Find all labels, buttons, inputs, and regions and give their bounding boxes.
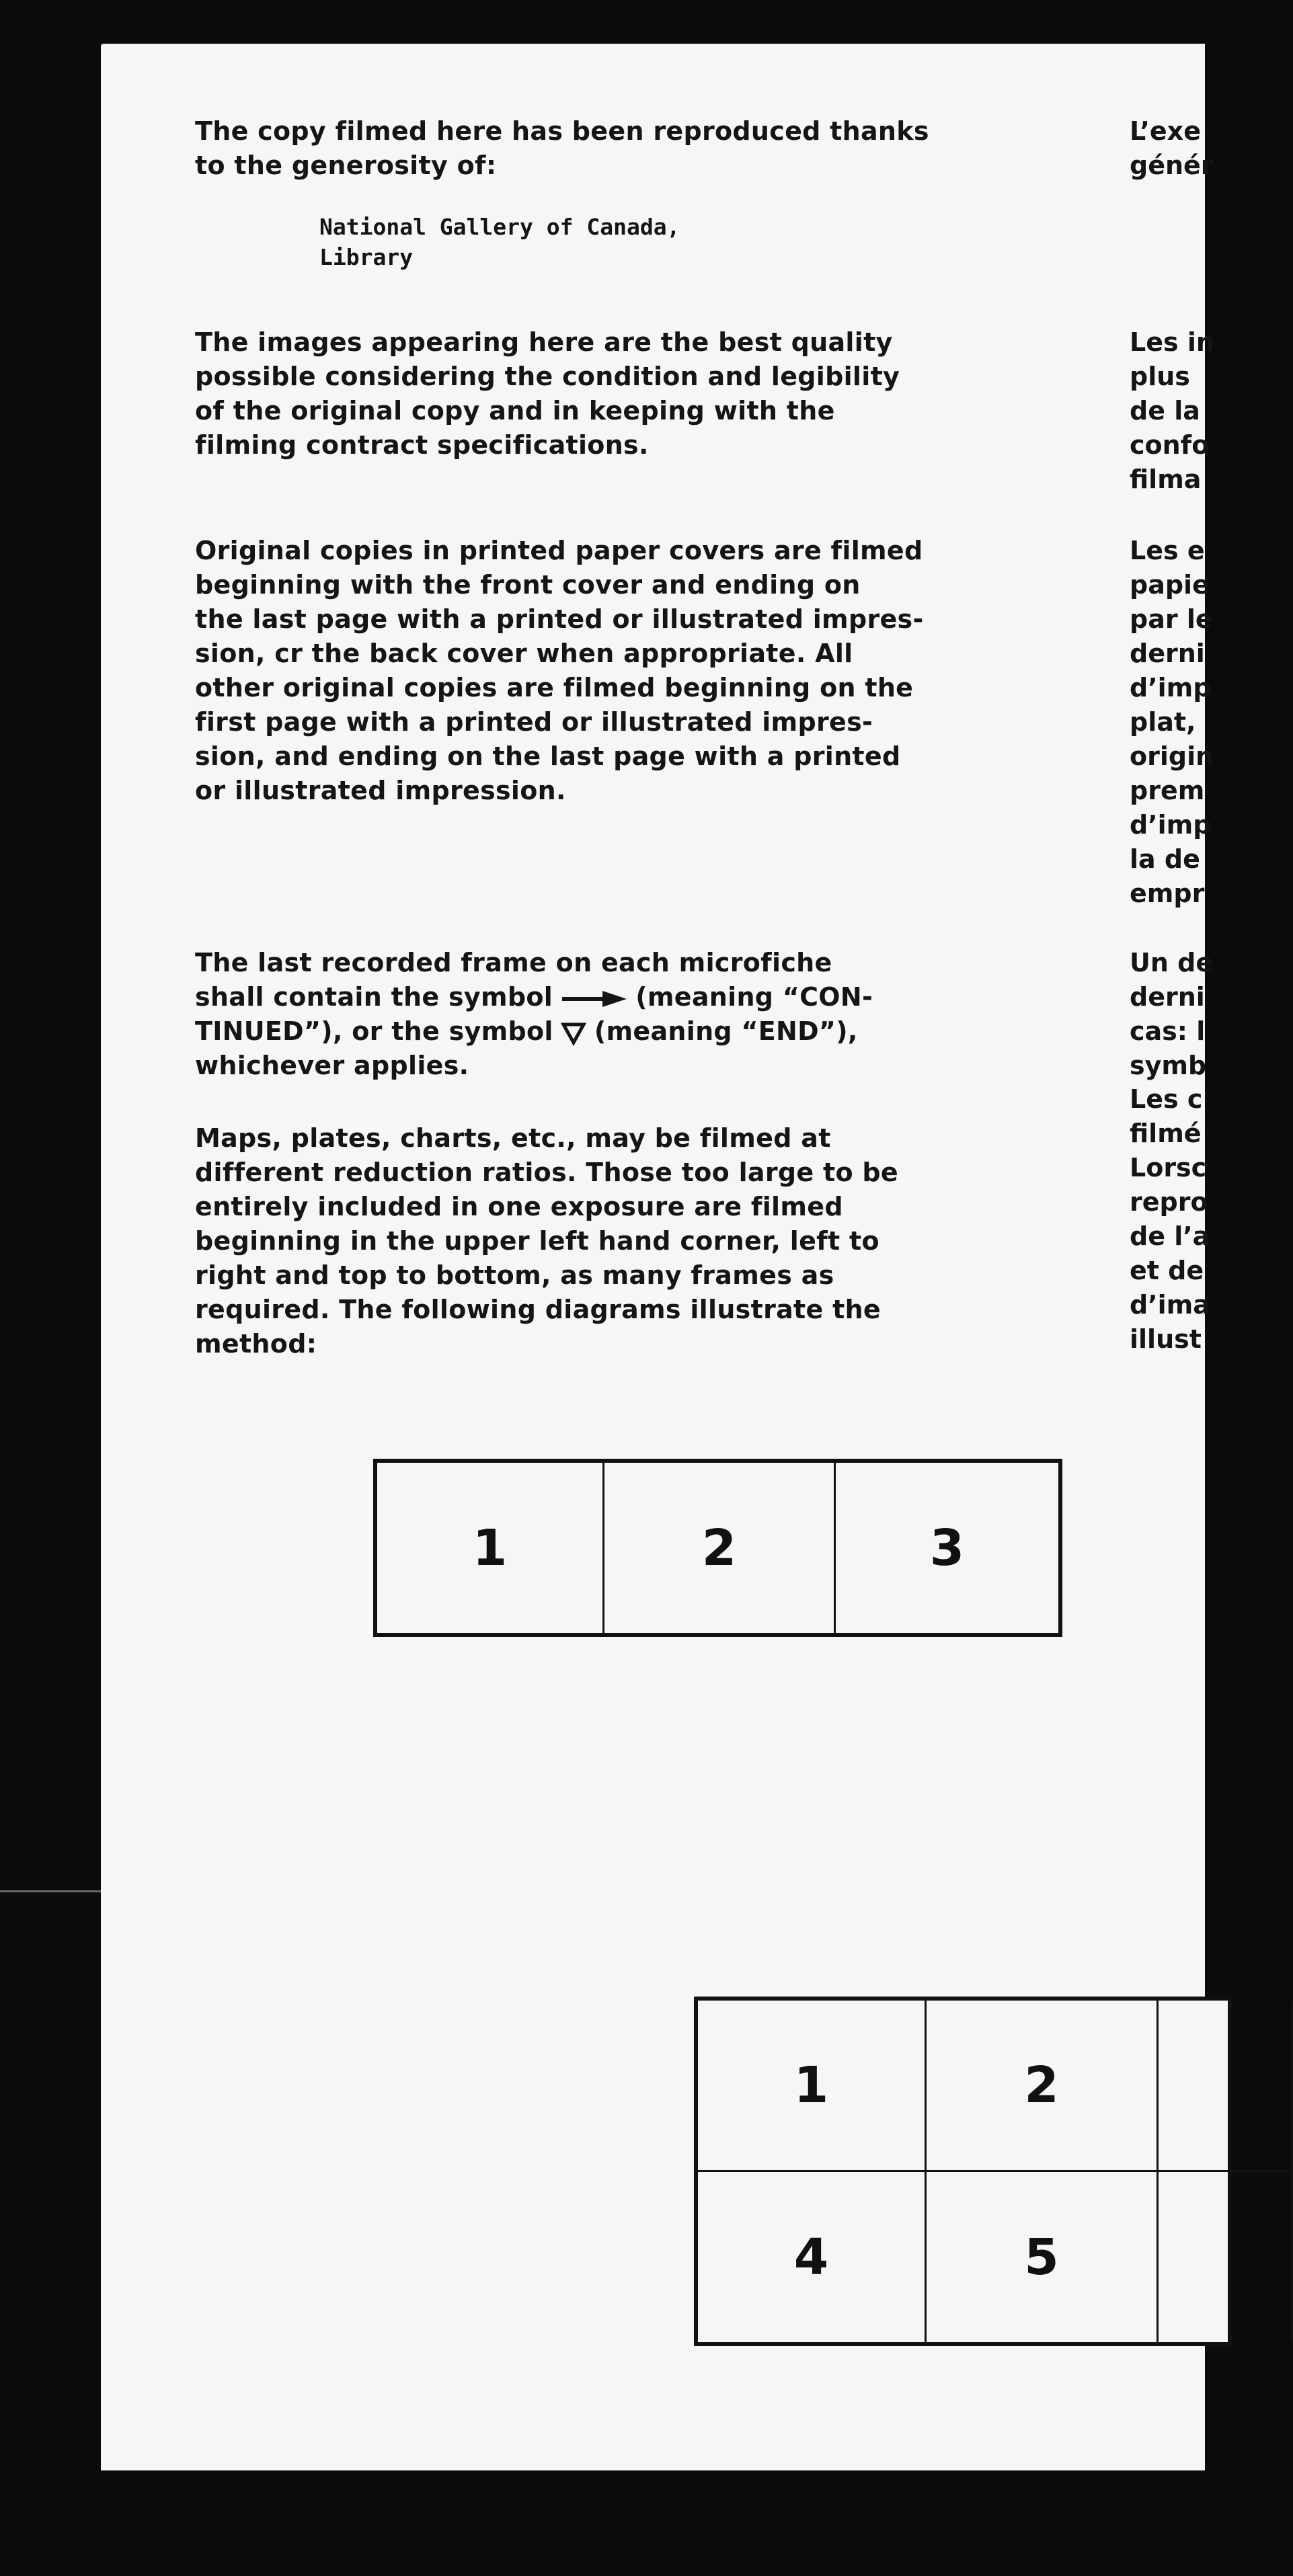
text-line: par le <box>1130 604 1213 634</box>
text-line: National Gallery of Canada, <box>319 214 680 240</box>
text-line <box>195 1014 968 1049</box>
text-line: L’exe <box>1130 116 1201 146</box>
institution-name <box>319 212 680 272</box>
text-line: Library <box>319 244 414 270</box>
french-intro-paragraph <box>1130 114 1214 183</box>
french-originals-paragraph <box>1130 534 1214 911</box>
text-line: cas: l <box>1130 1016 1206 1046</box>
text-line: whichever applies. <box>195 1051 469 1080</box>
text-line: filma <box>1130 465 1202 494</box>
text-line: possible considering the condition and legibility <box>195 362 900 391</box>
end-triangle-icon <box>562 1022 585 1044</box>
text-line: Lorsc <box>1130 1153 1207 1182</box>
text-line: method: <box>195 1329 317 1359</box>
text-line: to the generosity of: <box>195 151 497 180</box>
text-line: et de <box>1130 1256 1204 1285</box>
text-line: The images appearing here are the best quality <box>195 327 893 357</box>
text-line: beginning in the upper left hand corner, left to <box>195 1226 879 1256</box>
text-fragment: shall contain the symbol <box>195 982 553 1012</box>
frame-cell: 2 <box>604 1463 836 1633</box>
originals-paragraph <box>195 534 968 808</box>
frame-cell: 4 <box>698 2172 927 2342</box>
frame-cell: 2 <box>927 2001 1159 2172</box>
text-line: génér <box>1130 151 1214 180</box>
text-line: filmé <box>1130 1119 1202 1148</box>
text-line: Les in <box>1130 327 1214 357</box>
text-line: or illustrated impression. <box>195 776 566 805</box>
text-line: Original copies in printed paper covers are filmed <box>195 536 923 565</box>
text-fragment: TINUED”), or the symbol <box>195 1016 553 1046</box>
text-line: plus <box>1130 362 1190 391</box>
text-line: la de <box>1130 844 1200 874</box>
frame-cell: 1 <box>698 2001 927 2172</box>
text-line: different reduction ratios. Those too large to be <box>195 1158 898 1187</box>
text-line <box>195 980 968 1014</box>
text-line: d’imp <box>1130 673 1212 702</box>
text-line: derni <box>1130 982 1205 1012</box>
text-line: prem <box>1130 776 1205 805</box>
text-line: Maps, plates, charts, etc., may be filmed at <box>195 1123 831 1153</box>
text-line: derni <box>1130 639 1205 668</box>
text-line: first page with a printed or illustrated impres- <box>195 707 873 737</box>
text-line: papie <box>1130 570 1210 600</box>
symbols-paragraph <box>195 946 968 1083</box>
frame-cell <box>1159 2001 1293 2172</box>
frame-cell: 5 <box>927 2172 1159 2342</box>
text-line: filming contract specifications. <box>195 430 649 460</box>
frame-row-diagram <box>373 1459 1062 1637</box>
text-line: de l’a <box>1130 1221 1210 1251</box>
text-line: right and top to bottom, as many frames as <box>195 1260 834 1290</box>
text-line: required. The following diagrams illustrate the <box>195 1295 881 1324</box>
text-line: The last recorded frame on each microfiche <box>195 948 832 977</box>
scan-edge-mark <box>0 1890 101 1892</box>
text-line: origin <box>1130 741 1214 771</box>
text-line: The copy filmed here has been reproduced thanks <box>195 116 929 146</box>
text-line: plat, <box>1130 707 1196 737</box>
text-line: sion, cr the back cover when appropriate. All <box>195 639 853 668</box>
text-line: Les e <box>1130 536 1205 565</box>
text-line: Un de <box>1130 948 1214 977</box>
french-maps-paragraph <box>1130 1082 1210 1357</box>
text-line: empr <box>1130 879 1205 908</box>
text-line: beginning with the front cover and ending on <box>195 570 861 600</box>
french-quality-paragraph <box>1130 325 1214 497</box>
frame-grid-diagram <box>694 1997 1232 2346</box>
text-line: of the original copy and in keeping with the <box>195 396 835 426</box>
text-line: repro <box>1130 1187 1208 1217</box>
text-line: d’ima <box>1130 1290 1210 1320</box>
text-line: confo <box>1130 430 1210 460</box>
text-fragment: (meaning “CON- <box>635 982 873 1012</box>
text-line: Les c <box>1130 1084 1203 1114</box>
intro-paragraph <box>195 114 968 183</box>
text-line: entirely included in one exposure are filmed <box>195 1192 843 1221</box>
frame-cell <box>1159 2172 1293 2342</box>
continued-arrow-icon <box>562 989 627 1009</box>
maps-paragraph <box>195 1121 968 1361</box>
text-line: other original copies are filmed beginning on the <box>195 673 914 702</box>
text-fragment: (meaning “END”), <box>594 1016 858 1046</box>
text-line: illust <box>1130 1324 1202 1354</box>
text-line: de la <box>1130 396 1200 426</box>
french-symbols-paragraph <box>1130 946 1214 1083</box>
text-line: d’imp <box>1130 810 1212 840</box>
quality-paragraph <box>195 325 968 462</box>
text-line: sion, and ending on the last page with a printed <box>195 741 901 771</box>
text-line: symb <box>1130 1051 1207 1080</box>
frame-cell: 1 <box>377 1463 604 1633</box>
text-line: the last page with a printed or illustrated impres- <box>195 604 924 634</box>
frame-cell: 3 <box>929 1519 965 1577</box>
